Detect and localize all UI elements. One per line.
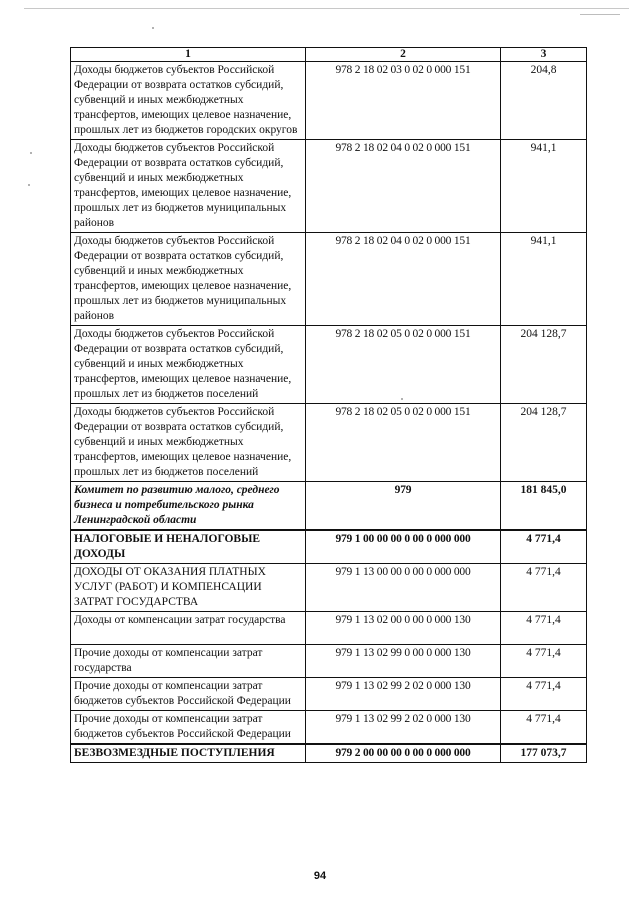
amount-cell: 4 771,4 (501, 645, 587, 678)
budget-code-cell: 979 1 13 00 00 0 00 0 000 000 (306, 564, 501, 612)
table-row (71, 233, 587, 326)
budget-code-cell: 978 2 18 02 03 0 02 0 000 151 (306, 62, 501, 140)
table-row (71, 62, 587, 140)
page-number: 94 (313, 870, 327, 882)
scan-edge-mark (580, 14, 620, 15)
budget-code-cell: 978 2 18 02 05 0 02 0 000 151 (306, 326, 501, 404)
amount-cell: 4 771,4 (501, 711, 587, 745)
revenue-name-cell: ДОХОДЫ ОТ ОКАЗАНИЯ ПЛАТНЫХ УСЛУГ (РАБОТ) И КОМПЕНСАЦИИ ЗАТРАТ ГОСУДАРСТВА (71, 564, 306, 612)
scan-speck (30, 152, 32, 154)
amount-cell: 181 845,0 (501, 482, 587, 531)
amount-cell: 4 771,4 (501, 564, 587, 612)
budget-code-cell: 979 1 00 00 00 0 00 0 000 000 (306, 530, 501, 564)
budget-code-cell: 978 2 18 02 04 0 02 0 000 151 (306, 140, 501, 233)
table-row (71, 326, 587, 404)
amount-cell: 204,8 (501, 62, 587, 140)
table-row (71, 711, 587, 745)
scan-speck (28, 184, 30, 186)
amount-cell: 204 128,7 (501, 404, 587, 482)
revenue-name-cell: Доходы от компенсации затрат государства (71, 612, 306, 645)
table-row (71, 530, 587, 564)
amount-cell: 941,1 (501, 140, 587, 233)
revenue-name-cell: БЕЗВОЗМЕЗДНЫЕ ПОСТУПЛЕНИЯ (71, 744, 306, 763)
table-body (71, 62, 587, 763)
revenue-name-cell: Доходы бюджетов субъектов Российской Федерации от возврата остатков субсидий, субвенций и иных межбюджетных трансфертов, имеющих целевое назначение, прошлых лет из бюджетов поселений (71, 404, 306, 482)
column-header-3: 3 (501, 48, 587, 62)
revenue-name-cell: Доходы бюджетов субъектов Российской Федерации от возврата остатков субсидий, субвенций и иных межбюджетных трансфертов, имеющих целевое назначение, прошлых лет из бюджетов муниципальных районов (71, 233, 306, 326)
budget-code-cell: 979 (306, 482, 501, 531)
table-row (71, 744, 587, 763)
revenue-name-cell: Доходы бюджетов субъектов Российской Федерации от возврата остатков субсидий, субвенций и иных межбюджетных трансфертов, имеющих целевое назначение, прошлых лет из бюджетов поселений (71, 326, 306, 404)
amount-cell: 177 073,7 (501, 744, 587, 763)
table-row (71, 482, 587, 531)
revenue-name-cell: Доходы бюджетов субъектов Российской Федерации от возврата остатков субсидий, субвенций и иных межбюджетных трансфертов, имеющих целевое назначение, прошлых лет из бюджетов городских округов (71, 62, 306, 140)
amount-cell: 4 771,4 (501, 678, 587, 711)
table-row (71, 678, 587, 711)
scan-speck (152, 27, 154, 29)
budget-code-cell: 979 1 13 02 00 0 00 0 000 130 (306, 612, 501, 645)
budget-code-cell: 979 1 13 02 99 2 02 0 000 130 (306, 678, 501, 711)
revenue-table (70, 47, 587, 763)
revenue-name-cell: Доходы бюджетов субъектов Российской Федерации от возврата остатков субсидий, субвенций и иных межбюджетных трансфертов, имеющих целевое назначение, прошлых лет из бюджетов муниципальных районов (71, 140, 306, 233)
table-row (71, 564, 587, 612)
budget-code-cell: 978 2 18 02 04 0 02 0 000 151 (306, 233, 501, 326)
scan-edge-line (24, 8, 629, 9)
revenue-name-cell: Прочие доходы от компенсации затрат бюджетов субъектов Российской Федерации (71, 711, 306, 745)
column-header-1: 1 (71, 48, 306, 62)
revenue-name-cell: НАЛОГОВЫЕ И НЕНАЛОГОВЫЕ ДОХОДЫ (71, 530, 306, 564)
table-row (71, 404, 587, 482)
amount-cell: 941,1 (501, 233, 587, 326)
budget-code-cell: 979 1 13 02 99 2 02 0 000 130 (306, 711, 501, 745)
amount-cell: 4 771,4 (501, 612, 587, 645)
column-header-2: 2 (306, 48, 501, 62)
revenue-name-cell: Прочие доходы от компенсации затрат бюджетов субъектов Российской Федерации (71, 678, 306, 711)
table-row (71, 140, 587, 233)
revenue-name-cell: Комитет по развитию малого, среднего бизнеса и потребительского рынка Ленинградской области (71, 482, 306, 531)
amount-cell: 204 128,7 (501, 326, 587, 404)
revenue-name-cell: Прочие доходы от компенсации затрат государства (71, 645, 306, 678)
table-row (71, 645, 587, 678)
table-header-row (71, 48, 587, 62)
budget-code-cell: 978 2 18 02 05 0 02 0 000 151 (306, 404, 501, 482)
table-row (71, 612, 587, 645)
budget-code-cell: 979 2 00 00 00 0 00 0 000 000 (306, 744, 501, 763)
budget-code-cell: 979 1 13 02 99 0 00 0 000 130 (306, 645, 501, 678)
amount-cell: 4 771,4 (501, 530, 587, 564)
